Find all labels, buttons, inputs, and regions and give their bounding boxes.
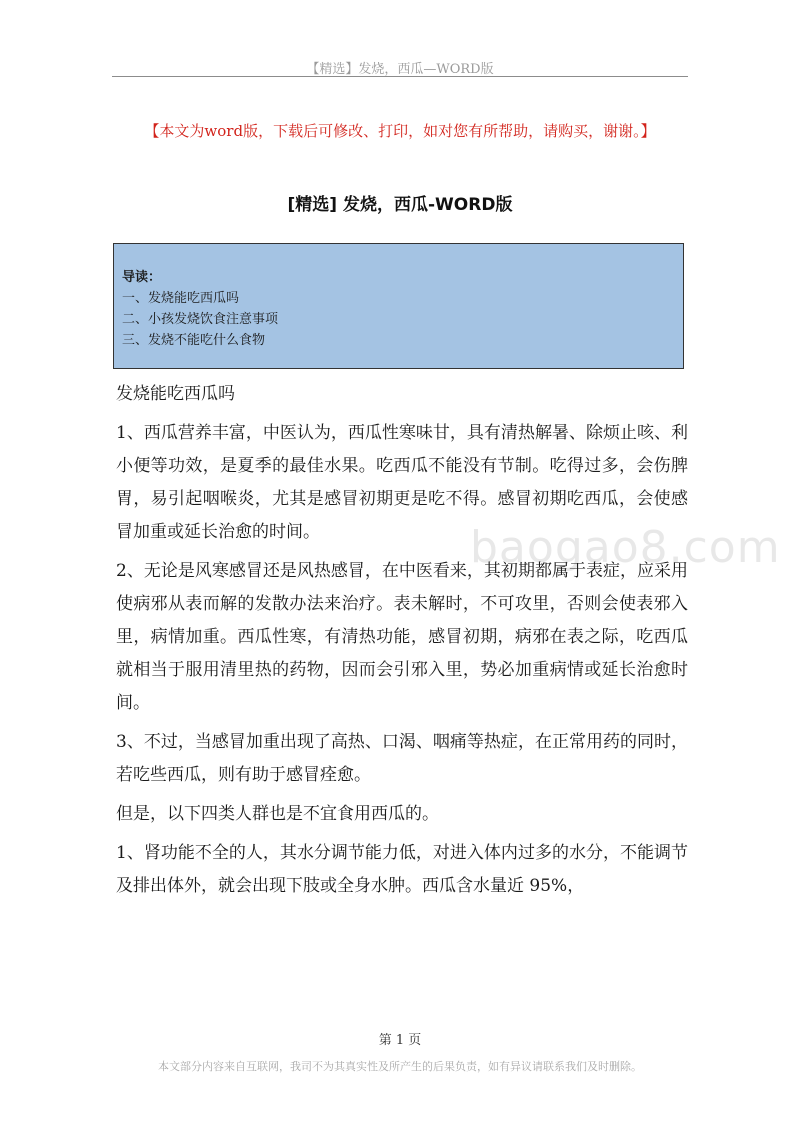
- page-number: 第 1 页: [378, 1033, 422, 1048]
- footer-disclaimer: 本文部分内容来自互联网，我司不为其真实性及所产生的后果负责，如有异议请联系我们及时删除。: [158, 1060, 642, 1073]
- guide-box: [113, 243, 684, 369]
- guide-item: 一、发烧能吃西瓜吗: [122, 291, 240, 306]
- document-body: [116, 378, 688, 909]
- running-header: 【精选】发烧，西瓜—WORD版: [306, 62, 494, 77]
- guide-item: 二、小孩发烧饮食注意事项: [122, 312, 279, 327]
- body-paragraph: 3、不过，当感冒加重出现了高热、口渴、咽痛等热症，在正常用药的同时，若吃些西瓜，则有助于感冒痊愈。: [116, 732, 688, 785]
- body-paragraph: 1、西瓜营养丰富，中医认为，西瓜性寒味甘，具有清热解暑、除烦止咳、利小便等功效，是夏季的最佳水果。吃西瓜不能没有节制。吃得过多，会伤脾胃，易引起咽喉炎，尤其是感冒初期更是吃不得。感冒初期吃西瓜，会使感冒加重或延长治愈的时间。: [116, 423, 688, 542]
- document-title: [精选] 发烧，西瓜-WORD版: [287, 195, 513, 215]
- purchase-notice: 【本文为word版，下载后可修改、打印，如对您有所帮助，请购买，谢谢。】: [144, 122, 656, 140]
- guide-item: 三、发烧不能吃什么食物: [122, 333, 266, 348]
- guide-label: 导读：: [122, 270, 162, 285]
- body-paragraph: 2、无论是风寒感冒还是风热感冒，在中医看来，其初期都属于表症，应采用使病邪从表而解的发散办法来治疗。表未解时，不可攻里，否则会使表邪入里，病情加重。西瓜性寒，有清热功能，感冒初期，病邪在表之际，吃西瓜就相当于服用清里热的药物，因而会引邪入里，势必加重病情或延长治愈时间。: [116, 561, 688, 713]
- watermark: baogao8.com: [470, 522, 781, 573]
- body-paragraph: 1、肾功能不全的人，其水分调节能力低，对进入体内过多的水分，不能调节及排出体外，就会出现下肢或全身水肿。西瓜含水量近 95%，: [116, 843, 688, 896]
- body-paragraph: 但是，以下四类人群也是不宜食用西瓜的。: [116, 804, 439, 824]
- section-heading: 发烧能吃西瓜吗: [116, 384, 235, 404]
- header-divider: [112, 76, 688, 77]
